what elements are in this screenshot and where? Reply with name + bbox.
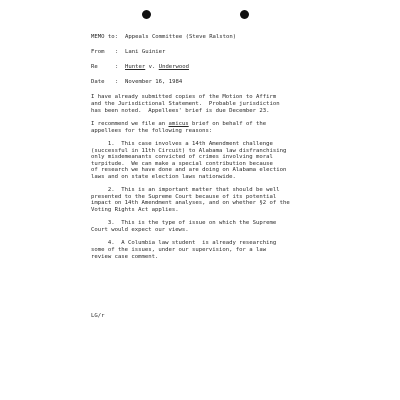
amicus-word: amicus (168, 120, 189, 127)
case-party-hunter: Hunter (125, 64, 146, 71)
case-versus: v. (145, 64, 159, 71)
memo-to-value: Appeals Committee (Steve Ralston) (125, 34, 237, 40)
paragraph-recommendation (91, 121, 381, 134)
memo-from-value: Lani Guinier (125, 49, 166, 56)
reason-3: 3. This is the type of issue on which the Supreme Court would expect our views. (91, 220, 277, 234)
memo-re-value (125, 64, 189, 71)
signoff-initials: LG/r (91, 313, 105, 319)
memo-from-line (91, 49, 381, 56)
memo-from-colon: : (115, 49, 119, 56)
punch-hole-left (142, 10, 151, 19)
punch-hole-right (240, 10, 249, 19)
reason-2: 2. This is an important matter that should be well presented to the Supreme Court because of its potential impact on 14th Amendment analyses, and on whether §2 of the Voting Rights Act applies. (91, 187, 290, 214)
reason-1: 1. This case involves a 14th Amendment challenge (successful in 11th Circuit) to Alabama law disfranchising only misdemeanants convicted of crimes involving moral turpitude. We can make a special contribution because of research we have done and are doing on Alabama election laws and on state election laws nationwide. (91, 140, 287, 180)
memo-date-line (91, 79, 381, 86)
memo-re-colon: : (115, 64, 119, 71)
memo-date-value: November 16, 1984 (125, 79, 183, 86)
recommendation-text-end: brief on behalf of the appellees for the following reasons: (91, 120, 267, 134)
paragraph-submitted-copies: I have already submitted copies of the Motion to Affirm and the Jurisdictional Statement. Probable jurisdiction has been noted. Appellees' brief is due December 23. (91, 94, 280, 114)
memo-to-label: MEMO to: (91, 34, 118, 40)
memo-body (91, 34, 381, 267)
memo-date-label: Date (91, 79, 105, 86)
recommendation-text-start: I recommend we file an (91, 120, 169, 127)
memo-re-line (91, 64, 381, 71)
memo-to-line (91, 34, 381, 41)
memo-from-label: From (91, 49, 105, 56)
memo-date-colon: : (115, 79, 119, 86)
memo-re-label: Re (91, 64, 98, 71)
case-party-underwood: Underwood (158, 64, 190, 71)
reason-4: 4. A Columbia law student is already researching some of the issues, under our supervision, for a law review case comment. (91, 240, 277, 260)
